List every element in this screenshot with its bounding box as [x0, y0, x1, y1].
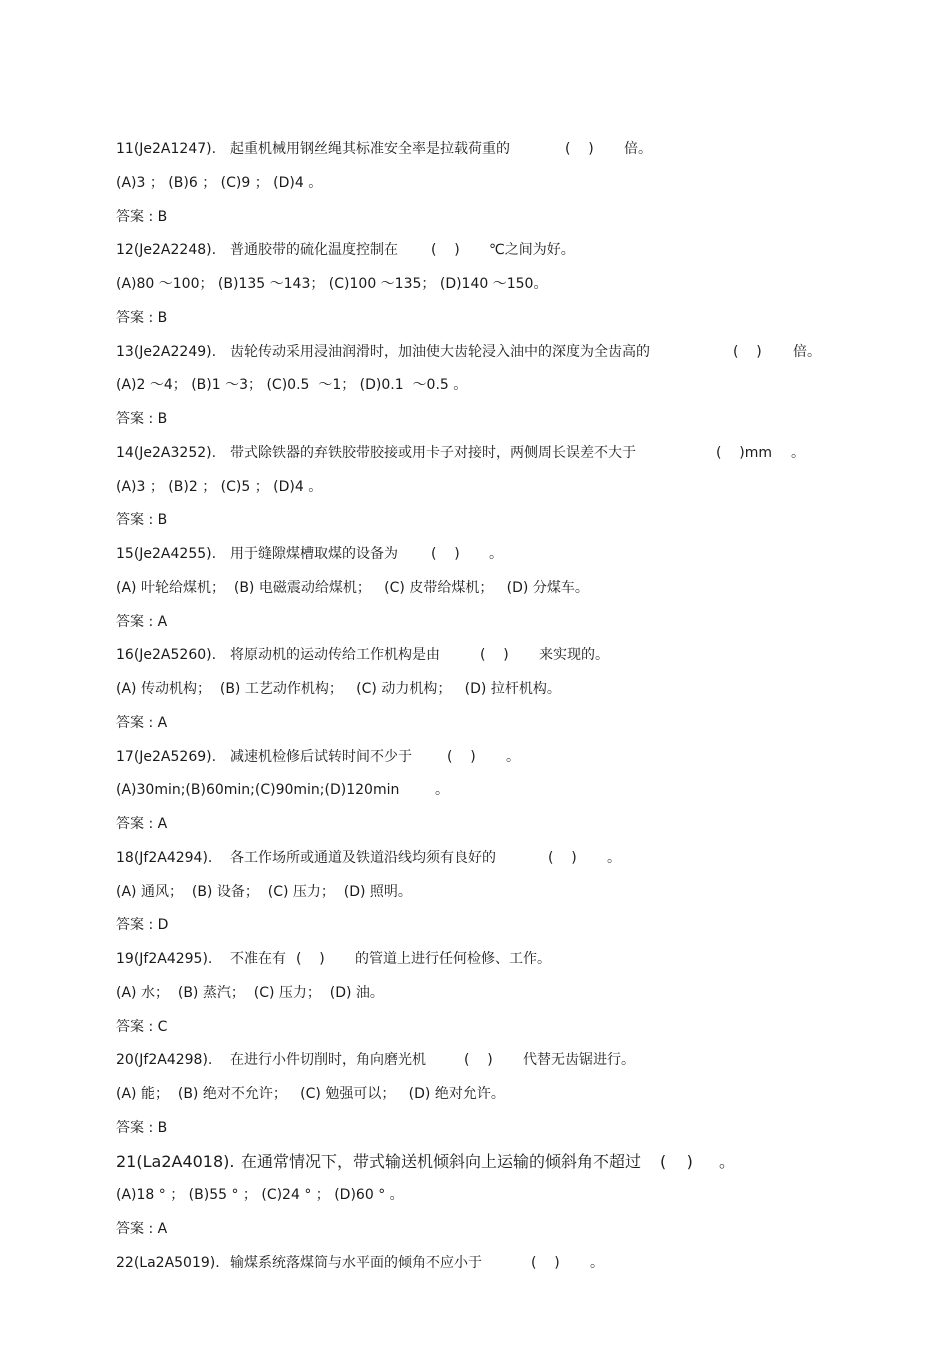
answer-blank: ( ) — [464, 1052, 493, 1069]
answer-blank: ( ) — [431, 546, 460, 562]
options-line: (A) 叶轮给煤机； (B) 电磁震动给煤机； (C) 皮带给煤机； (D) 分煤车。 — [116, 579, 589, 596]
answer-line: 答案 : B — [116, 309, 168, 326]
question-text: 的管道上进行任何检修、工作。 — [355, 951, 551, 967]
options-line: (A)3 ； (B)6 ； (C)9 ； (D)4 。 — [116, 174, 323, 191]
question-number: 22(La2A5019). — [116, 1254, 220, 1271]
answer-line: 答案 : B — [116, 1119, 168, 1136]
question-text: 代替无齿锯进行。 — [523, 1052, 635, 1069]
question-number: 16(Je2A5260). — [116, 647, 217, 664]
question-text: 普通胶带的硫化温度控制在 — [230, 242, 398, 259]
question-text: 不准在有 — [230, 951, 286, 967]
question-text: 。 — [506, 748, 520, 765]
question-text: ℃之间为好。 — [489, 242, 575, 259]
answer-line: 答案 : A — [116, 613, 168, 630]
question-text: 。 — [590, 1254, 604, 1271]
question-text: 。 — [607, 849, 621, 866]
question-number: 20(Jf2A4298). — [116, 1052, 213, 1069]
question-text: 齿轮传动采用浸油润滑时，加油使大齿轮浸入油中的深度为全齿高的 — [230, 343, 650, 360]
question-number: 18(Jf2A4294). — [116, 849, 213, 866]
question-text: 各工作场所或通道及铁道沿线均须有良好的 — [230, 849, 496, 866]
answer-blank: ( ) — [480, 647, 509, 664]
question-number: 17(Je2A5269). — [116, 748, 217, 765]
answer-blank: ( )mm — [716, 444, 772, 461]
answer-blank: ( ) — [447, 748, 476, 765]
answer-blank: ( ) — [660, 1151, 693, 1171]
question-text: 。 — [489, 546, 503, 562]
question-text: 将原动机的运动传给工作机构是由 — [230, 647, 440, 664]
question-text: 带式除铁器的弃铁胶带胶接或用卡子对接时，两侧周长误差不大于 — [230, 444, 636, 461]
answer-line: 答案 : A — [116, 714, 168, 731]
question-text: 在进行小件切削时，角向磨光机 — [230, 1052, 426, 1069]
options-line: (A)80 ～100； (B)135 ～143； (C)100 ～135； (D)140 ～150。 — [116, 276, 548, 292]
answer-blank: ( ) — [531, 1254, 560, 1271]
answer-blank: ( ) — [733, 343, 762, 360]
options-line: (A) 通风； (B) 设备； (C) 压力； (D) 照明。 — [116, 883, 412, 900]
question-text: 倍。 — [793, 343, 821, 360]
answer-line: 答案 : A — [116, 1221, 168, 1237]
options-line: (A)2 ～4； (B)1 ～3； (C)0.5 ～1； (D)0.1 ～0.5 。 — [116, 377, 468, 394]
answer-line: 答案 : B — [116, 512, 168, 529]
question-number: 19(Jf2A4295). — [116, 951, 213, 967]
answer-line: 答案 : A — [116, 816, 168, 832]
answer-line: 答案 : C — [116, 1018, 168, 1035]
question-number: 12(Je2A2248). — [116, 242, 217, 259]
question-number: 15(Je2A4255). — [116, 546, 217, 562]
question-text: 在通常情况下，带式输送机倾斜向上运输的倾斜角不超过 — [241, 1151, 642, 1171]
question-text: 倍。 — [624, 141, 652, 157]
options-line: (A)18 ° ； (B)55 ° ； (C)24 ° ； (D)60 ° 。 — [116, 1187, 404, 1204]
options-line: (A) 传动机构； (B) 工艺动作机构； (C) 动力机构； (D) 拉杆机构。 — [116, 681, 561, 697]
question-text: 来实现的。 — [539, 647, 609, 664]
answer-blank: ( ) — [431, 242, 460, 259]
question-number: 21(La2A4018). — [116, 1151, 235, 1171]
options-line: (A) 水； (B) 蒸汽； (C) 压力； (D) 油。 — [116, 984, 384, 1001]
options-line: (A) 能； (B) 绝对不允许； (C) 勉强可以； (D) 绝对允许。 — [116, 1086, 505, 1102]
options-line: (A)30min;(B)60min;(C)90min;(D)120min 。 — [116, 782, 449, 799]
question-number: 13(Je2A2249). — [116, 343, 217, 360]
answer-blank: ( ) — [548, 849, 577, 866]
question-text: 。 — [719, 1151, 736, 1171]
options-line: (A)3 ； (B)2 ； (C)5 ； (D)4 。 — [116, 478, 323, 495]
question-number: 11(Je2A1247). — [116, 141, 217, 157]
question-text: 输煤系统落煤筒与水平面的倾角不应小于 — [230, 1254, 482, 1271]
question-number: 14(Je2A3252). — [116, 444, 217, 461]
question-text: 起重机械用钢丝绳其标准安全率是拉载荷重的 — [230, 141, 510, 157]
question-text: 用于缝隙煤槽取煤的设备为 — [230, 546, 398, 562]
answer-blank: ( ) — [565, 141, 594, 157]
question-text: 减速机检修后试转时间不少于 — [230, 748, 412, 765]
answer-line: 答案 : D — [116, 917, 169, 934]
answer-blank: ( ) — [296, 951, 325, 967]
question-text: 。 — [791, 444, 805, 461]
answer-line: 答案 : B — [116, 208, 168, 225]
answer-line: 答案 : B — [116, 411, 168, 427]
